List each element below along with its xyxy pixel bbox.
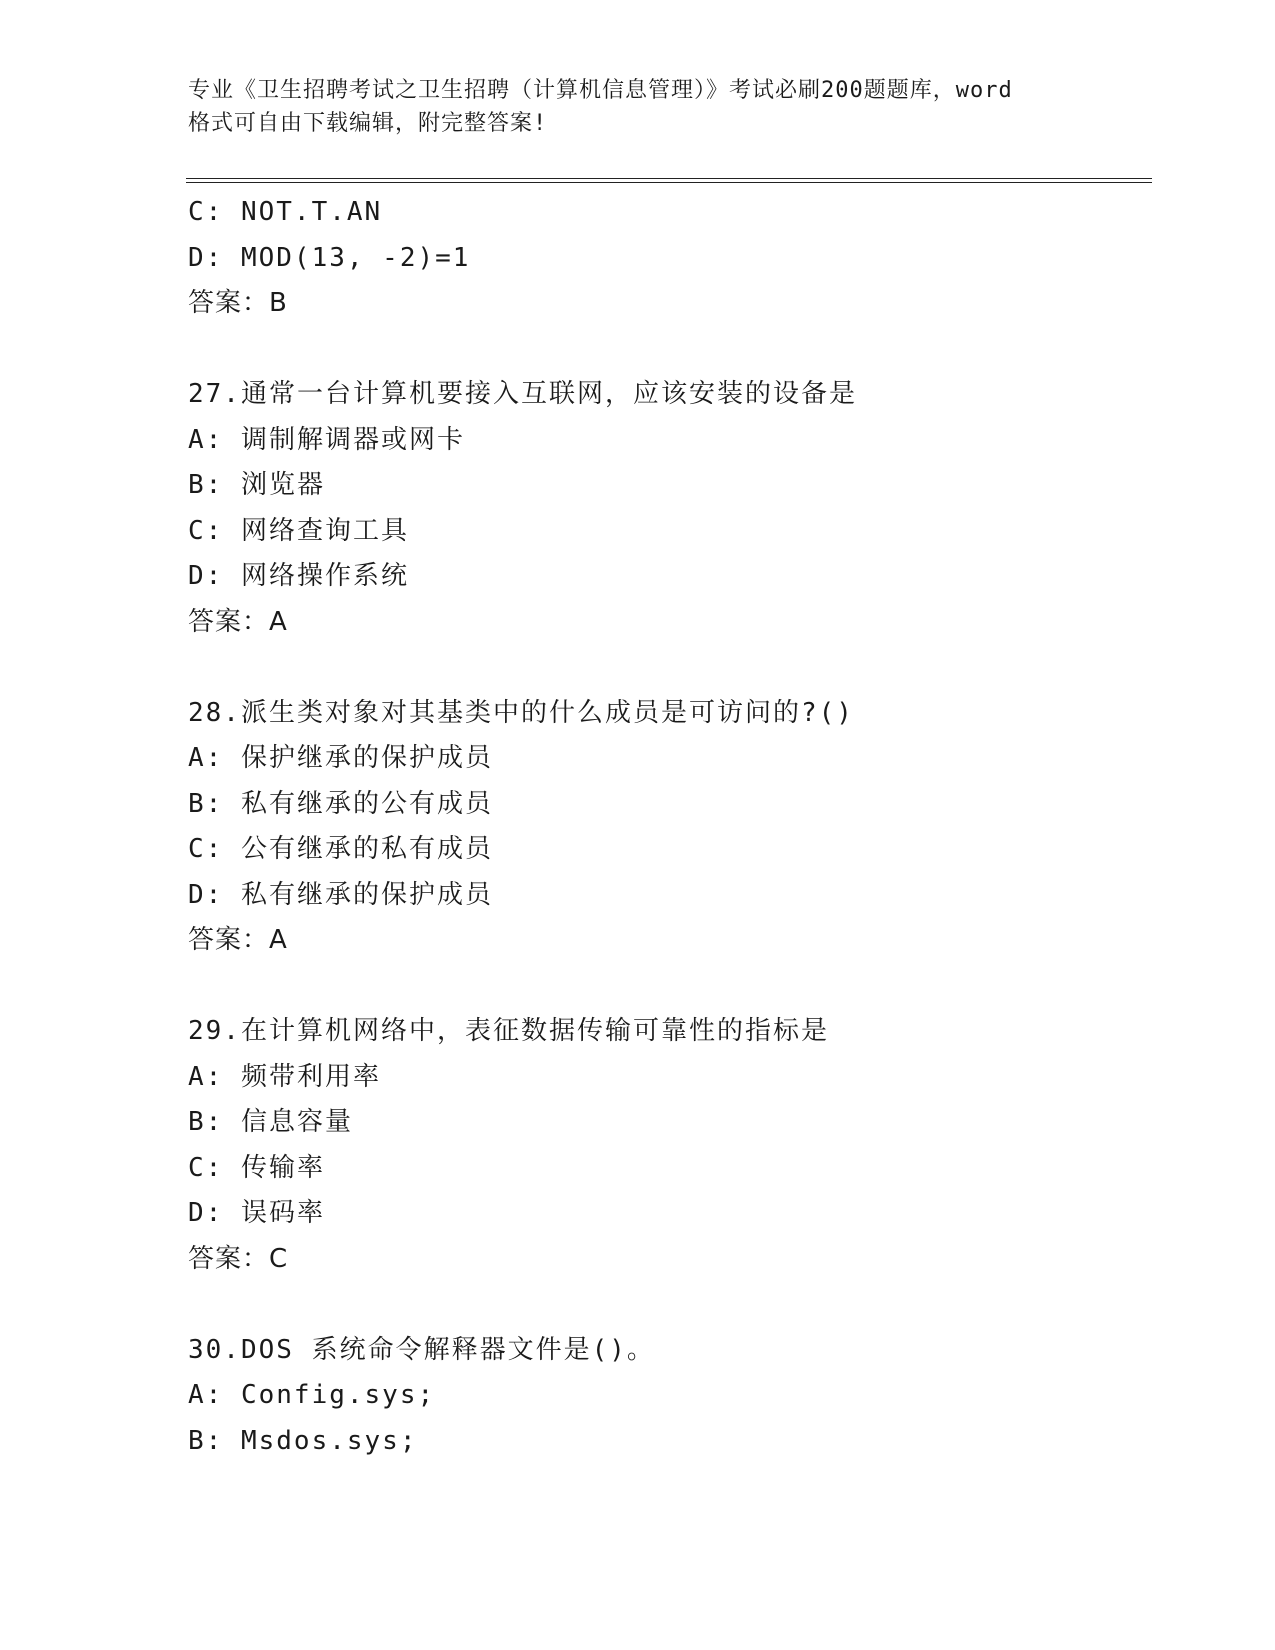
option-b: B: 浏览器 bbox=[188, 470, 325, 500]
option-d: D: 网络操作系统 bbox=[188, 561, 409, 591]
option-a: A: 频带利用率 bbox=[188, 1061, 381, 1092]
header-title-line-2: 格式可自由下载编辑，附完整答案! bbox=[188, 111, 548, 136]
header-title-line-1: 专业《卫生招聘考试之卫生招聘（计算机信息管理）》考试必刷200题题库，word bbox=[188, 78, 1013, 103]
spacer bbox=[188, 964, 1148, 1010]
option-c: C: 网络查询工具 bbox=[188, 515, 409, 546]
header-divider bbox=[186, 178, 1152, 183]
option-c: C: 公有继承的私有成员 bbox=[188, 834, 493, 864]
question-29: 29.在计算机网络中，表征数据传输可靠性的指标是 bbox=[188, 1016, 829, 1046]
page-header bbox=[188, 74, 1088, 140]
option-c: C: NOT.T.AN bbox=[188, 197, 383, 227]
option-c: C: 传输率 bbox=[188, 1152, 325, 1183]
option-d: D: 误码率 bbox=[188, 1198, 325, 1228]
question-content bbox=[188, 190, 1148, 1464]
option-d: D: 私有继承的保护成员 bbox=[188, 879, 493, 910]
answer: 答案：A bbox=[188, 925, 288, 955]
option-a: A: 调制解调器或网卡 bbox=[188, 424, 465, 455]
option-d: D: MOD(13, -2)=1 bbox=[188, 242, 471, 273]
option-b: B: Msdos.sys; bbox=[188, 1425, 418, 1456]
question-28: 28.派生类对象对其基类中的什么成员是可访问的?() bbox=[188, 697, 854, 728]
spacer bbox=[188, 1282, 1148, 1328]
question-27: 27.通常一台计算机要接入互联网，应该安装的设备是 bbox=[188, 379, 857, 409]
question-30: 30.DOS 系统命令解释器文件是()。 bbox=[188, 1334, 655, 1365]
option-a: A: Config.sys; bbox=[188, 1380, 436, 1410]
answer: 答案：C bbox=[188, 1243, 289, 1274]
answer: 答案：A bbox=[188, 606, 288, 637]
spacer bbox=[188, 645, 1148, 691]
answer: 答案：B bbox=[188, 288, 288, 318]
spacer bbox=[188, 327, 1148, 373]
option-b: B: 私有继承的公有成员 bbox=[188, 788, 493, 819]
option-b: B: 信息容量 bbox=[188, 1107, 353, 1137]
option-a: A: 保护继承的保护成员 bbox=[188, 743, 493, 773]
